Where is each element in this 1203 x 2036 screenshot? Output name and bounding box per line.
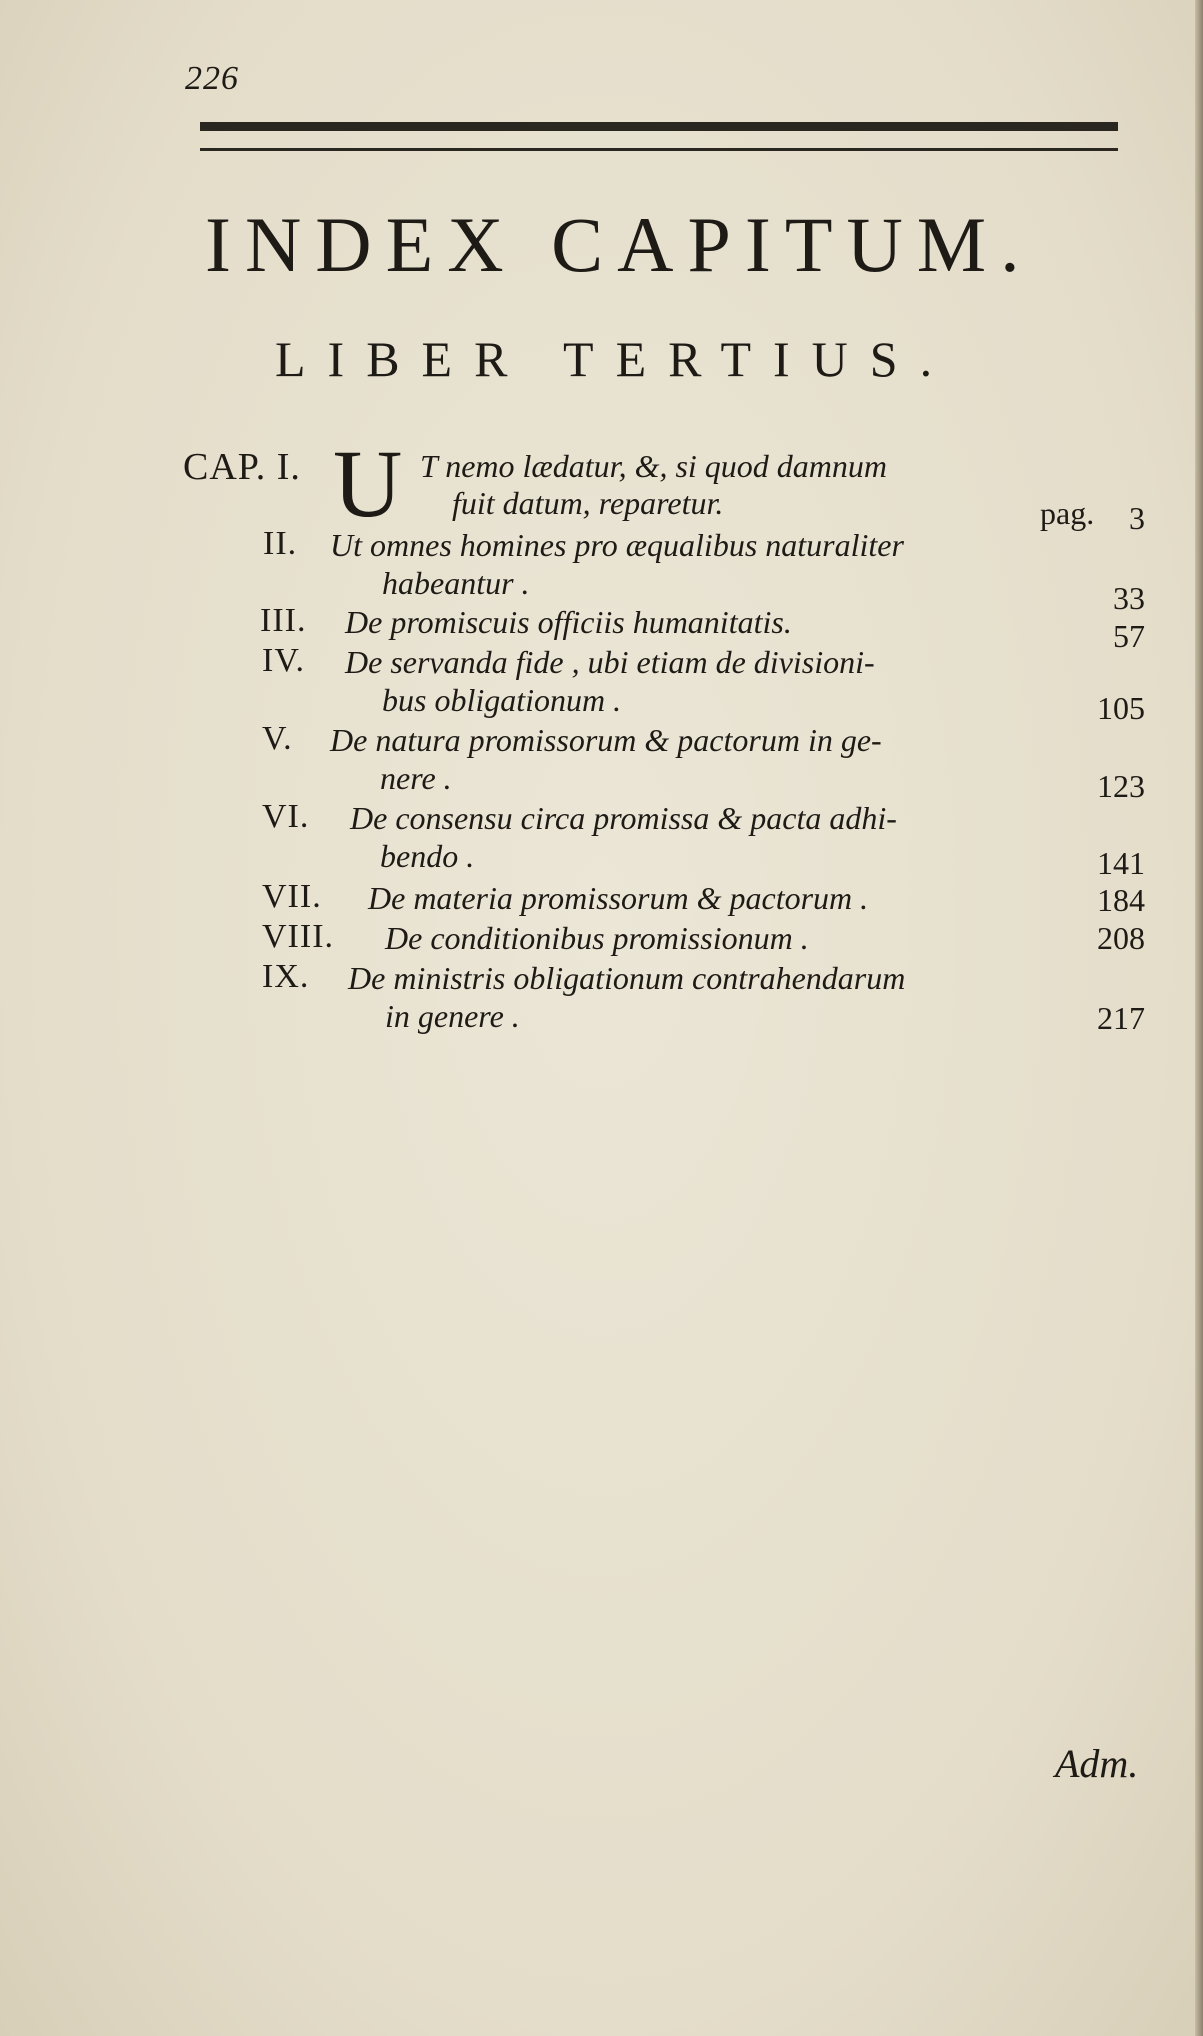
page-prefix: pag.: [1040, 495, 1095, 531]
chapter-title-line: bus obligationum .: [382, 682, 622, 718]
page-reference: 123: [1097, 768, 1145, 804]
page-reference: 208: [1097, 920, 1145, 956]
catchword: Adm.: [1055, 1741, 1139, 1786]
chapter-title-line: De ministris obligationum contrahendarum: [348, 960, 906, 996]
chapter-title-line: De natura promissorum & pactorum in ge-: [330, 722, 882, 758]
book-subtitle: LIBER TERTIUS.: [275, 331, 955, 387]
chapter-label: VIII.: [262, 918, 335, 955]
drop-cap: U: [333, 430, 403, 537]
chapter-title-line: nere .: [380, 760, 452, 796]
page-reference: 105: [1097, 690, 1145, 726]
page-reference: 141: [1097, 845, 1145, 881]
page-reference: 217: [1097, 1000, 1145, 1036]
page-reference: 57: [1113, 618, 1145, 654]
chapter-label: IX.: [262, 958, 310, 995]
chapter-label: V.: [262, 720, 293, 757]
chapter-title-line: De materia promissorum & pactorum .: [368, 880, 869, 916]
page-reference: 3: [1129, 500, 1145, 536]
page-gutter-shadow: [1195, 0, 1203, 2036]
page-reference: 33: [1113, 580, 1145, 616]
chapter-title-line: Ut omnes homines pro æqualibus naturaliter: [330, 527, 904, 563]
chapter-title-line: De consensu circa promissa & pacta adhi-: [350, 800, 897, 836]
chapter-title-line: in genere .: [385, 998, 520, 1034]
header-rule-thin: [200, 148, 1118, 151]
chapter-label: IV.: [262, 642, 305, 679]
chapter-title-line: De servanda fide , ubi etiam de divisioni-: [345, 644, 875, 680]
chapter-label: VI.: [262, 798, 310, 835]
chapter-title-line: fuit datum, reparetur.: [452, 485, 724, 521]
chapter-title-line: De promiscuis officiis humanitatis.: [345, 604, 792, 640]
chapter-title-line: T nemo lædatur, &, si quod damnum: [420, 448, 888, 484]
chapter-label: II.: [263, 525, 298, 562]
chapter-title-line: habeantur .: [382, 565, 530, 601]
page-number: 226: [185, 60, 239, 97]
index-title: INDEX CAPITUM.: [205, 201, 1034, 288]
page-reference: 184: [1097, 882, 1145, 918]
chapter-label: VII.: [262, 878, 322, 915]
chapter-title-line: bendo .: [380, 838, 475, 874]
chapter-title-line: De conditionibus promissionum .: [385, 920, 809, 956]
chapter-label: CAP. I.: [183, 446, 301, 488]
header-rule-thick: [200, 122, 1118, 131]
chapter-label: III.: [260, 602, 307, 639]
